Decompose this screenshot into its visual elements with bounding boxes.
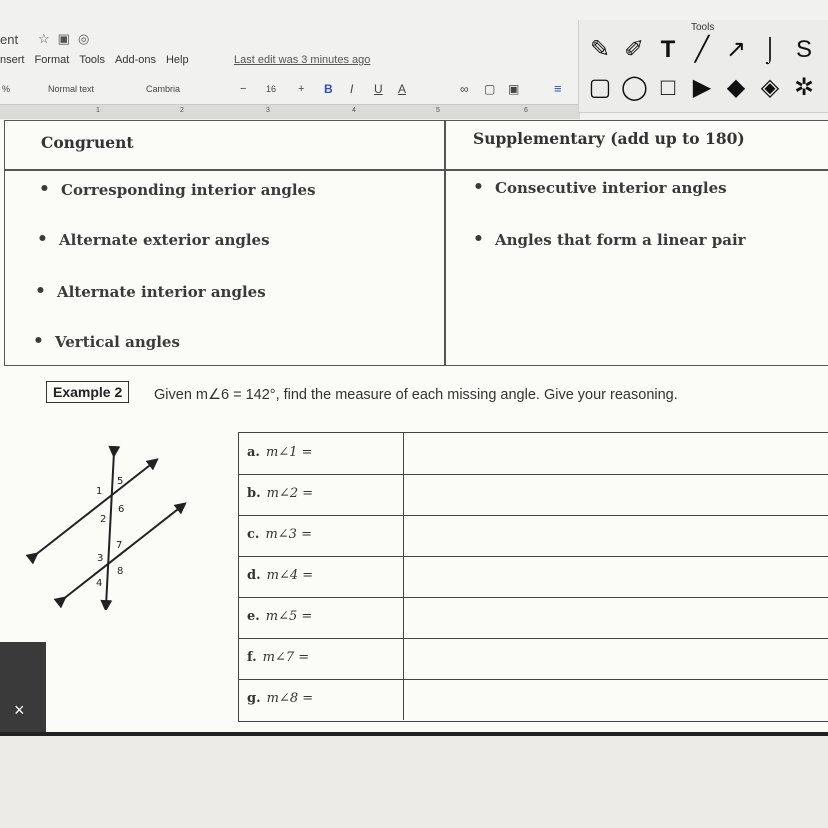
square-icon[interactable]: □	[660, 74, 676, 101]
gear-icon[interactable]: ✲	[793, 74, 815, 101]
table-row	[239, 597, 828, 639]
arrow-icon[interactable]: ↗	[725, 36, 747, 63]
bold-button[interactable]: B	[324, 82, 333, 96]
table-row	[239, 433, 828, 475]
rounded-rect-icon[interactable]: ▢	[588, 74, 612, 101]
list-item: • Angles that form a linear pair	[495, 231, 746, 249]
menu-tools[interactable]: Tools	[79, 54, 105, 66]
zoom-select[interactable]: %	[2, 84, 11, 94]
angle-expression: m∠4 =	[266, 568, 314, 583]
congruent-heading: Congruent	[41, 133, 134, 152]
ruler-mark: 2	[180, 107, 184, 114]
example-prompt: Given m∠6 = 142°, find the measure of each missing angle. Give your reasoning.	[154, 387, 678, 403]
star-icon[interactable]: ☆	[38, 31, 58, 46]
ruler-mark: 5	[436, 107, 440, 114]
angle-relationship-table	[4, 120, 828, 366]
font-size-increase[interactable]: +	[298, 83, 305, 95]
angle-label: 7	[116, 540, 123, 551]
menu-format[interactable]: Format	[34, 54, 70, 66]
ruler-mark: 1	[96, 107, 100, 114]
last-edit-link[interactable]: Last edit was 3 minutes ago	[234, 54, 371, 66]
table-row	[239, 515, 828, 557]
document-title[interactable]: ent	[0, 32, 19, 47]
answer-cell[interactable]	[403, 597, 828, 638]
angle-expression: m∠8 =	[266, 691, 314, 706]
example-label: Example 2	[46, 381, 129, 403]
table-divider	[444, 121, 446, 365]
menu-help[interactable]: Help	[165, 54, 189, 66]
underline-button[interactable]: U	[374, 82, 383, 96]
close-icon[interactable]: ×	[14, 700, 25, 720]
angle-label: 3	[97, 553, 104, 564]
pen-icon[interactable]: ✐	[623, 36, 645, 63]
angle-label: 6	[118, 504, 125, 515]
menu-insert[interactable]: nsert	[0, 54, 25, 66]
answer-cell[interactable]	[403, 679, 828, 720]
table-divider	[5, 169, 828, 171]
ruler[interactable]	[0, 104, 580, 119]
table-row	[239, 556, 828, 598]
eraser-icon[interactable]: ◆	[726, 74, 746, 101]
font-size-input[interactable]: 16	[266, 84, 277, 94]
font-size-decrease[interactable]: −	[240, 83, 247, 95]
menu-addons[interactable]: Add-ons	[115, 54, 156, 66]
list-item: • Vertical angles	[55, 333, 180, 351]
ruler-mark: 6	[524, 107, 528, 114]
cloud-icon[interactable]: ◎	[77, 31, 98, 46]
row-letter: g.	[247, 691, 261, 706]
style-select[interactable]: Normal text	[48, 84, 95, 94]
angle-expression: m∠2 =	[266, 486, 314, 501]
align-icon[interactable]: ≡	[554, 81, 562, 96]
angle-label: 8	[117, 566, 124, 577]
list-item: • Alternate exterior angles	[59, 231, 270, 249]
answer-cell[interactable]	[403, 515, 828, 556]
list-item: • Corresponding interior angles	[61, 181, 316, 199]
angle-expression: m∠1 =	[265, 445, 313, 460]
row-letter: b.	[247, 486, 261, 501]
angle-label: 5	[117, 476, 124, 487]
row-letter: a.	[247, 445, 260, 460]
italic-button[interactable]: I	[350, 82, 354, 96]
freeform-tool[interactable]: S	[795, 36, 812, 63]
text-color-button[interactable]: A	[398, 82, 407, 96]
drawing-tools-panel	[578, 20, 828, 113]
folder-icon[interactable]: ▣	[57, 31, 78, 46]
ruler-mark: 4	[352, 107, 356, 114]
answer-table	[238, 432, 828, 722]
desk-area	[0, 736, 828, 828]
angle-expression: m∠5 =	[265, 609, 313, 624]
curve-icon[interactable]: ⌡	[762, 36, 778, 63]
list-item: • Consecutive interior angles	[495, 179, 727, 197]
angle-label: 2	[100, 514, 107, 525]
tools-panel-title: Tools	[691, 22, 715, 33]
supplementary-heading: Supplementary (add up to 180)	[473, 129, 745, 148]
row-letter: d.	[247, 568, 261, 583]
answer-cell[interactable]	[403, 638, 828, 679]
answer-cell[interactable]	[403, 433, 828, 474]
pointer-icon[interactable]: ▶	[692, 74, 712, 101]
fill-icon[interactable]: ◈	[760, 74, 780, 101]
link-icon[interactable]: ∞	[460, 82, 469, 96]
comment-icon[interactable]: ▢	[484, 82, 496, 96]
list-item: • Alternate interior angles	[57, 283, 266, 301]
row-letter: e.	[247, 609, 260, 624]
answer-cell[interactable]	[403, 556, 828, 597]
pencil-icon[interactable]: ✎	[589, 36, 611, 63]
row-letter: c.	[247, 527, 260, 542]
angle-expression: m∠3 =	[265, 527, 312, 542]
transversal-line	[106, 452, 114, 606]
table-row	[239, 638, 828, 680]
font-select[interactable]: Cambria	[146, 84, 181, 94]
ellipse-icon[interactable]: ◯	[621, 74, 648, 101]
answer-cell[interactable]	[403, 474, 828, 515]
menu-bar	[0, 54, 189, 66]
parallel-lines-figure	[26, 440, 196, 610]
row-letter: f.	[247, 650, 257, 665]
image-icon[interactable]: ▣	[508, 82, 520, 96]
text-tool[interactable]: T	[660, 36, 676, 63]
angle-expression: m∠7 =	[262, 650, 310, 665]
ruler-mark: 3	[266, 107, 270, 114]
line-icon[interactable]: ╱	[694, 36, 710, 63]
table-row	[239, 474, 828, 516]
angle-label: 1	[96, 486, 103, 497]
table-row	[239, 679, 828, 720]
angle-label: 4	[96, 578, 103, 589]
